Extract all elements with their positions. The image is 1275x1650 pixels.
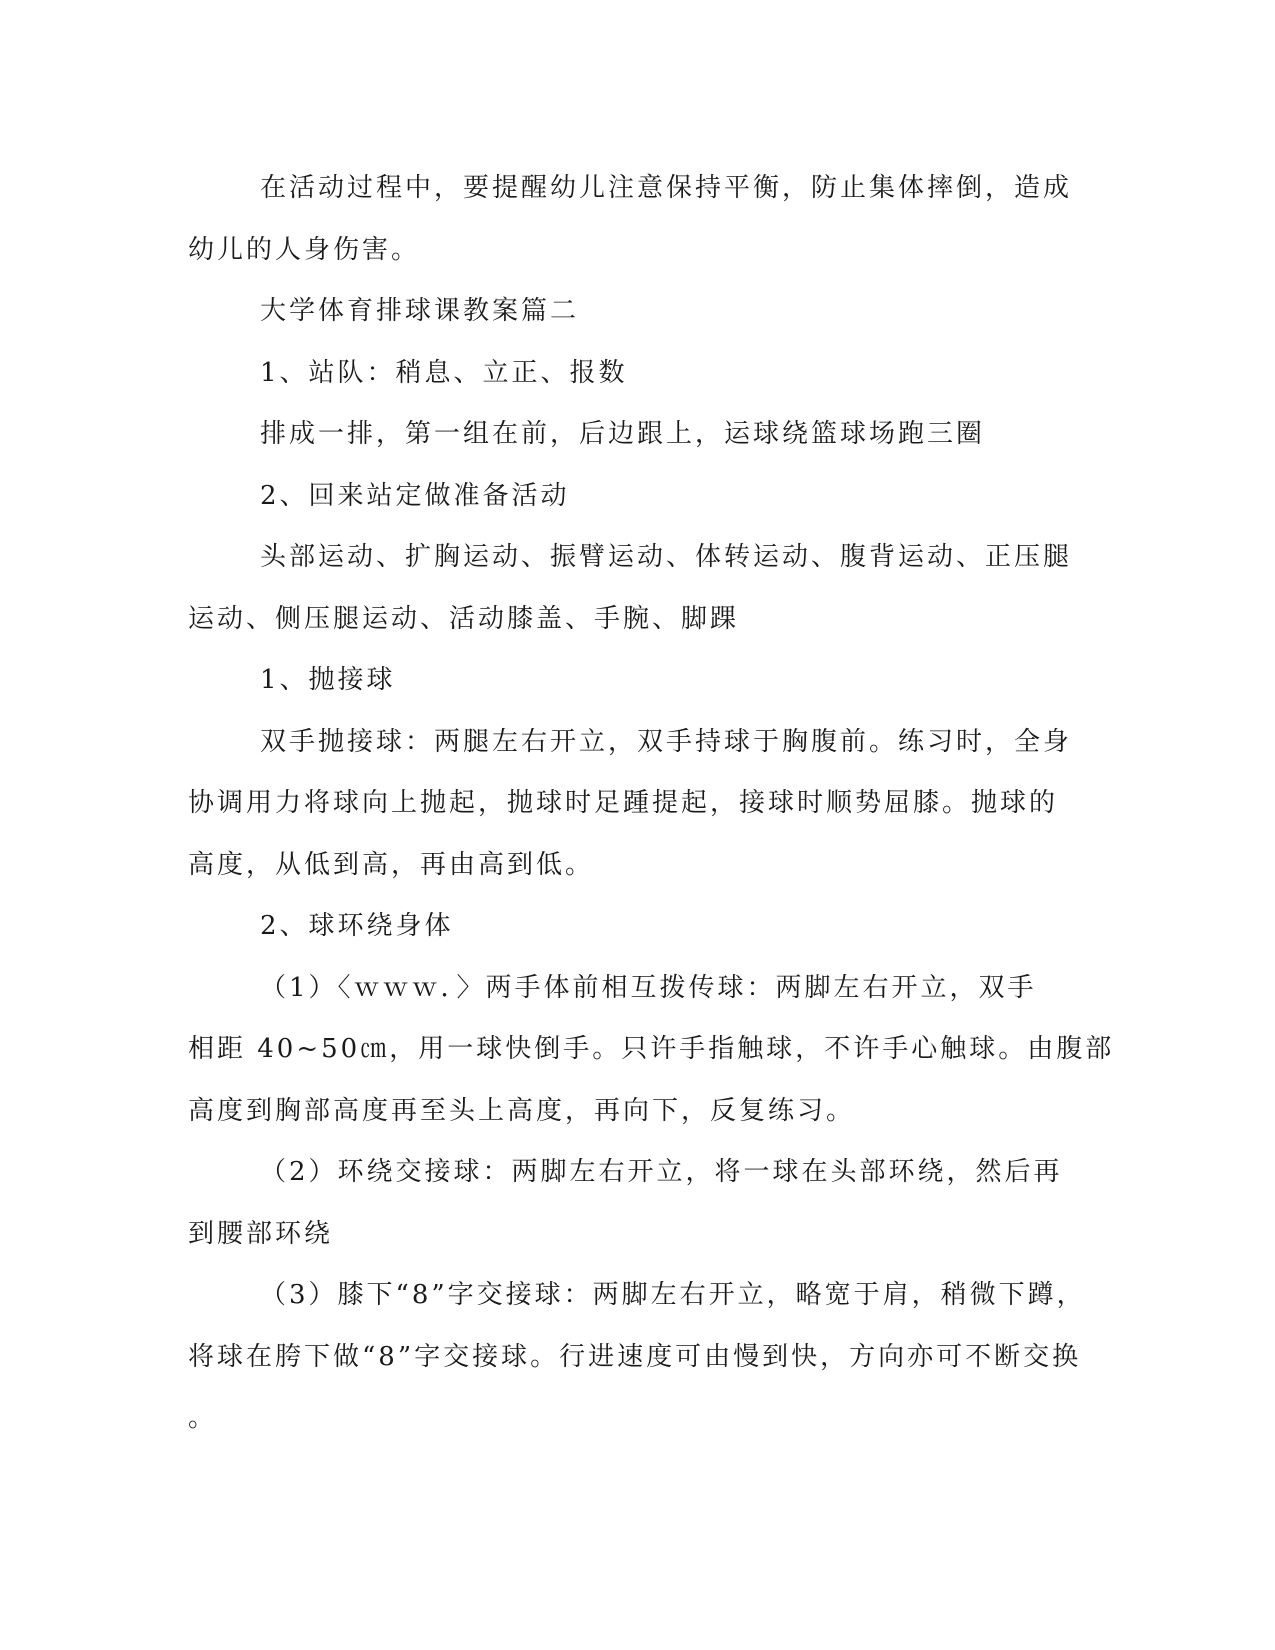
step-heading: 1、站队：稍息、立正、报数	[260, 357, 628, 388]
paragraph-line: 头部运动、扩胸运动、振臂运动、体转运动、腹背运动、正压腿	[260, 542, 1073, 572]
paragraph-line: 相距 40~50㎝，用一球快倒手。只许手指触球，不许手心触球。由腹部	[188, 1034, 1115, 1064]
paragraph-line: 运动、侧压腿运动、活动膝盖、手腕、脚踝	[188, 603, 740, 634]
step-heading: 1、抛接球	[260, 665, 396, 695]
paragraph-line: 。	[188, 1403, 218, 1433]
paragraph-line: 将球在胯下做“8”字交接球。行进速度可由慢到快，方向亦可不断交换	[188, 1341, 1082, 1372]
paragraph-line: （1）〈ｗｗｗ．〉两手体前相互拨传球：两脚左右开立，双手	[260, 972, 1037, 1003]
paragraph-line: 排成一排，第一组在前，后边跟上，运球绕篮球场跑三圈	[260, 419, 986, 449]
document-body	[188, 158, 1115, 1450]
step-heading: 2、球环绕身体	[260, 911, 454, 941]
paragraph-line: 在活动过程中，要提醒幼儿注意保持平衡，防止集体摔倒，造成	[260, 173, 1073, 203]
paragraph-line: 协调用力将球向上抛起，抛球时足踵提起，接球时顺势屈膝。抛球的	[188, 788, 1059, 818]
step-heading: 2、回来站定做准备活动	[260, 480, 570, 511]
paragraph-line: 双手抛接球：两腿左右开立，双手持球于胸腹前。练习时，全身	[260, 726, 1073, 757]
section-heading: 大学体育排球课教案篇二	[260, 296, 580, 326]
paragraph-line: 高度到胸部高度再至头上高度，再向下，反复练习。	[188, 1095, 856, 1126]
paragraph-line: （3）膝下“8”字交接球：两脚左右开立，略宽于肩，稍微下蹲，	[260, 1280, 1086, 1310]
paragraph-line: 幼儿的人身伤害。	[188, 234, 421, 265]
paragraph-line: 到腰部环绕	[188, 1218, 334, 1249]
paragraph-line: （2）环绕交接球：两脚左右开立，将一球在头部环绕，然后再	[260, 1157, 1063, 1187]
paragraph-line: 高度，从低到高，再由高到低。	[188, 849, 595, 880]
